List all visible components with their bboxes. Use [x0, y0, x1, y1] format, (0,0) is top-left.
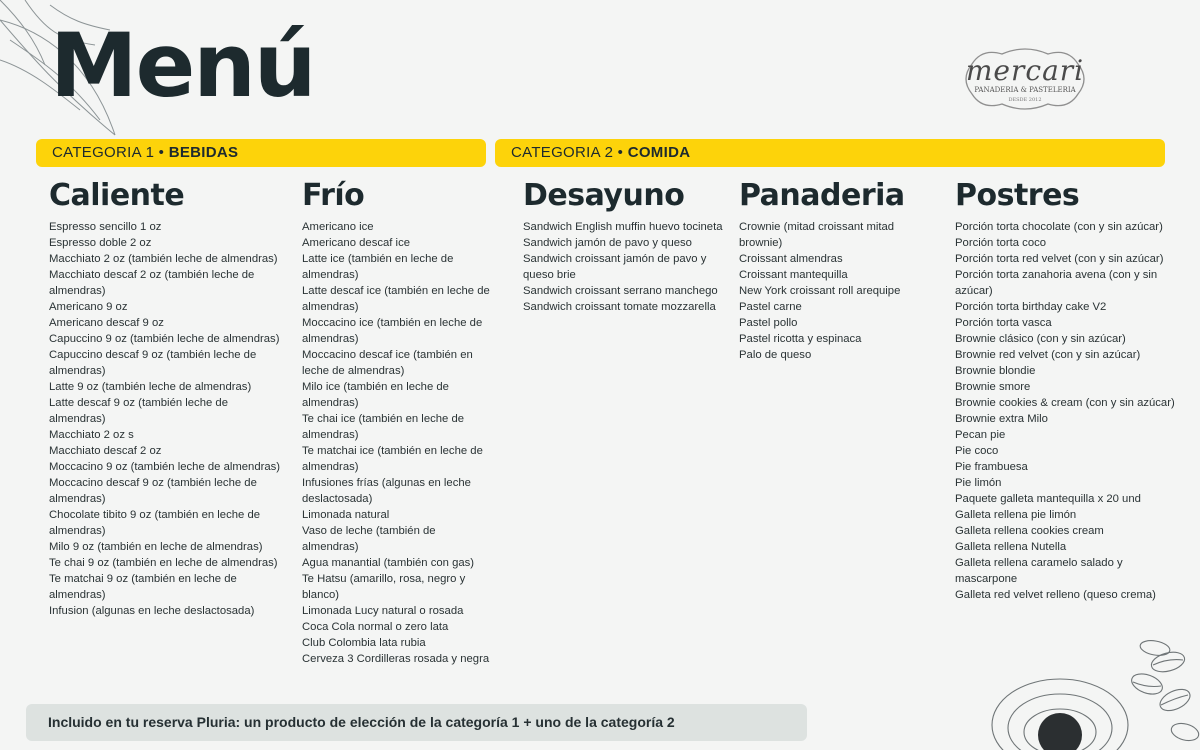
menu-item: Pecan pie: [955, 429, 1006, 441]
menu-item: Moccacino descaf ice (también en leche de almendras): [302, 349, 473, 377]
menu-item: Coca Cola normal o zero lata: [302, 621, 449, 633]
menu-item: Pastel ricotta y espinaca: [739, 333, 862, 345]
menu-item: Limonada Lucy natural o rosada: [302, 605, 464, 617]
menu-item: Pastel carne: [739, 301, 802, 313]
menu-item: Moccacino descaf 9 oz (también leche de almendras): [49, 477, 257, 505]
menu-item: Americano ice: [302, 221, 374, 233]
menu-item: Palo de queso: [739, 349, 812, 361]
menu-item: Milo 9 oz (también en leche de almendras): [49, 541, 263, 553]
menu-item: Capuccino 9 oz (también leche de almendras): [49, 333, 280, 345]
menu-item: Porción torta chocolate (con y sin azúcar): [955, 221, 1163, 233]
menu-item: Paquete galleta mantequilla x 20 und: [955, 493, 1141, 505]
menu-item: Crownie (mitad croissant mitad brownie): [739, 221, 895, 249]
menu-item: Pie coco: [955, 445, 999, 457]
column-frio: [302, 178, 494, 667]
menu-item: Vaso de leche (también de almendras): [302, 525, 436, 553]
page-title: Menú: [50, 14, 315, 117]
column-heading: Caliente: [49, 178, 185, 213]
category-1-name: BEBIDAS: [168, 144, 239, 161]
menu-item: Brownie cookies & cream (con y sin azúcar): [955, 397, 1175, 409]
menu-item: Agua manantial (también con gas): [302, 557, 475, 569]
menu-item: Espresso doble 2 oz: [49, 237, 152, 249]
reservation-note: Incluido en tu reserva Pluria: un producto de elección de la categoría 1 + uno de la categoría 2: [26, 704, 807, 741]
menu-item: Club Colombia lata rubia: [302, 637, 426, 649]
menu-item: Espresso sencillo 1 oz: [49, 221, 162, 233]
menu-item: Porción torta vasca: [955, 317, 1052, 329]
menu-item: Galleta rellena Nutella: [955, 541, 1067, 553]
menu-item: Croissant almendras: [739, 253, 843, 265]
menu-item: Macchiato descaf 2 oz (también leche de almendras): [49, 269, 255, 297]
column-caliente: [49, 178, 284, 619]
menu-item: Infusiones frías (algunas en leche deslactosada): [302, 477, 471, 505]
menu-item: Cerveza 3 Cordilleras rosada y negra: [302, 653, 490, 665]
menu-item: Brownie extra Milo: [955, 413, 1048, 425]
menu-item: Te matchai ice (también en leche de almendras): [302, 445, 483, 473]
column-desayuno: [523, 178, 723, 315]
menu-item: Pie frambuesa: [955, 461, 1028, 473]
menu-item: Latte ice (también en leche de almendras): [302, 253, 454, 281]
menu-item: Moccacino ice (también en leche de almendras): [302, 317, 483, 345]
menu-item: Latte descaf ice (también en leche de almendras): [302, 285, 490, 313]
menu-item: Chocolate tibito 9 oz (también en leche de almendras): [49, 509, 261, 537]
menu-item: Latte 9 oz (también leche de almendras): [49, 381, 252, 393]
menu-item: Porción torta zanahoria avena (con y sin azúcar): [955, 269, 1158, 297]
menu-item: Galleta rellena caramelo salado y mascarpone: [955, 557, 1123, 585]
menu-item: Sandwich croissant jamón de pavo y queso brie: [523, 253, 707, 281]
menu-item: Sandwich jamón de pavo y queso: [523, 237, 692, 249]
item-list: [302, 219, 494, 667]
menu-item: Porción torta birthday cake V2: [955, 301, 1107, 313]
menu-item: Latte descaf 9 oz (también leche de almendras): [49, 397, 228, 425]
menu-item: Macchiato 2 oz (también leche de almendras): [49, 253, 278, 265]
menu-item: Infusion (algunas en leche deslactosada): [49, 605, 255, 617]
menu-item: Capuccino descaf 9 oz (también leche de almendras): [49, 349, 257, 377]
item-list: [955, 219, 1187, 603]
column-heading: Frío: [302, 178, 365, 213]
menu-item: Milo ice (también en leche de almendras): [302, 381, 449, 409]
column-heading: Panaderia: [739, 178, 905, 213]
menu-item: Te matchai 9 oz (también en leche de almendras): [49, 573, 237, 601]
category-1-bar: [36, 139, 486, 167]
menu-item: Sandwich croissant serrano manchego: [523, 285, 718, 297]
menu-item: Galleta rellena pie limón: [955, 509, 1077, 521]
column-postres: [955, 178, 1187, 603]
category-2-bar: [495, 139, 1165, 167]
column-panaderia: [739, 178, 924, 363]
menu-item: Brownie red velvet (con y sin azúcar): [955, 349, 1141, 361]
menu-item: Macchiato descaf 2 oz: [49, 445, 162, 457]
menu-item: Limonada natural: [302, 509, 390, 521]
menu-item: Brownie blondie: [955, 365, 1036, 377]
menu-item: Porción torta coco: [955, 237, 1047, 249]
menu-item: Te Hatsu (amarillo, rosa, negro y blanco): [302, 573, 466, 601]
item-list: [739, 219, 924, 363]
logo-subtitle: PANADERIA & PASTELERIA: [974, 86, 1076, 94]
menu-item: Galleta rellena cookies cream: [955, 525, 1104, 537]
menu-item: Moccacino 9 oz (también leche de almendras): [49, 461, 281, 473]
menu-item: Sandwich English muffin huevo tocineta: [523, 221, 723, 233]
menu-item: Brownie smore: [955, 381, 1031, 393]
menu-item: Croissant mantequilla: [739, 269, 848, 281]
menu-item: Macchiato 2 oz s: [49, 429, 134, 441]
coffee-cup-decoration-icon: [985, 640, 1200, 750]
logo-name: mercari: [965, 54, 1085, 87]
logo-since: DESDE 2012: [1008, 97, 1042, 103]
category-1-label: CATEGORIA 1 •: [52, 144, 165, 161]
menu-item: Americano descaf ice: [302, 237, 410, 249]
menu-item: Pie limón: [955, 477, 1002, 489]
menu-item: Americano descaf 9 oz: [49, 317, 164, 329]
menu-item: Brownie clásico (con y sin azúcar): [955, 333, 1126, 345]
column-heading: Desayuno: [523, 178, 685, 213]
logo: [962, 44, 1088, 114]
menu-item: Te chai ice (también en leche de almendras): [302, 413, 465, 441]
menu-item: Porción torta red velvet (con y sin azúcar): [955, 253, 1164, 265]
menu-item: New York croissant roll arequipe: [739, 285, 901, 297]
category-2-name: COMIDA: [627, 144, 691, 161]
menu-item: Te chai 9 oz (también en leche de almendras): [49, 557, 278, 569]
category-2-label: CATEGORIA 2 •: [511, 144, 624, 161]
menu-item: Americano 9 oz: [49, 301, 128, 313]
column-heading: Postres: [955, 178, 1080, 213]
menu-item: Sandwich croissant tomate mozzarella: [523, 301, 716, 313]
item-list: [49, 219, 284, 619]
item-list: [523, 219, 723, 315]
menu-item: Galleta red velvet relleno (queso crema): [955, 589, 1156, 601]
menu-item: Pastel pollo: [739, 317, 798, 329]
